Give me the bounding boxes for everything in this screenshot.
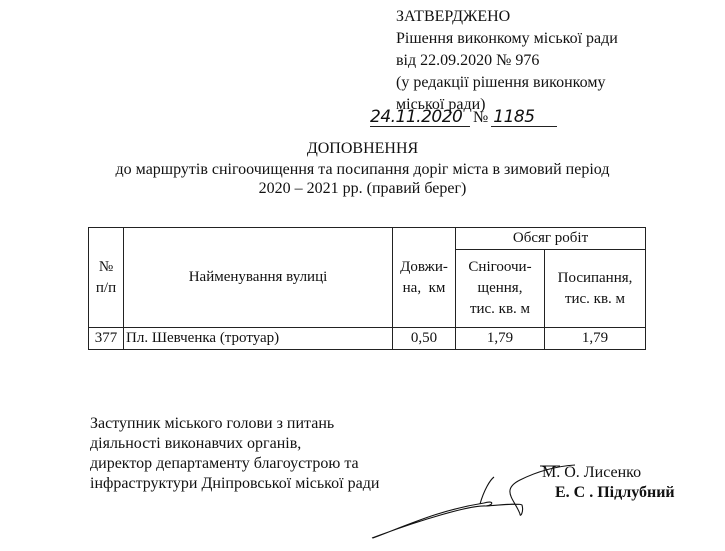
cell-length: 0,50	[393, 328, 456, 350]
header-street: Найменування вулиці	[124, 228, 393, 328]
approval-line: від 22.09.2020 № 976	[396, 52, 540, 69]
cell-street: Пл. Шевченка (тротуар)	[124, 328, 393, 350]
handwritten-date: 24.11.2020	[370, 108, 470, 127]
document-subtitle-period: 2020 – 2021 рр. (правий берег)	[258, 180, 467, 197]
header-number: № п/п	[89, 228, 124, 328]
number-sign: №	[473, 109, 489, 126]
cell-sanding: 1,79	[545, 328, 646, 350]
cell-number: 377	[89, 328, 124, 350]
header-volume-group: Обсяг робіт	[456, 228, 646, 250]
cell-snow-clearing: 1,79	[456, 328, 545, 350]
header-snow-clearing: Снігоочи- щення, тис. кв. м	[456, 250, 545, 328]
document-title: ДОПОВНЕННЯ	[306, 140, 419, 157]
header-sanding: Посипання, тис. кв. м	[545, 250, 646, 328]
document-subtitle: до маршрутів снігоочищення та посипання доріг міста в зимовий період	[115, 161, 610, 178]
approval-line: міської ради)	[396, 96, 486, 113]
signer-name: Е. С . Підлубний	[555, 484, 675, 501]
approval-line: Рішення виконкому міської ради	[396, 30, 618, 47]
header-length: Довжи- на, км	[393, 228, 456, 328]
crossed-out-name: М. О. Лисенко	[542, 464, 642, 481]
handwritten-number: 1185	[491, 108, 557, 127]
signatory-position: Заступник міського голови з питань діяльності виконавчих органів, директор департаменту благоустрою та інфраструктури Дніпровської міської ради	[90, 415, 380, 492]
approval-line: (у редакції рішення виконкому	[396, 74, 606, 91]
approval-heading: ЗАТВЕРДЖЕНО	[396, 8, 511, 25]
